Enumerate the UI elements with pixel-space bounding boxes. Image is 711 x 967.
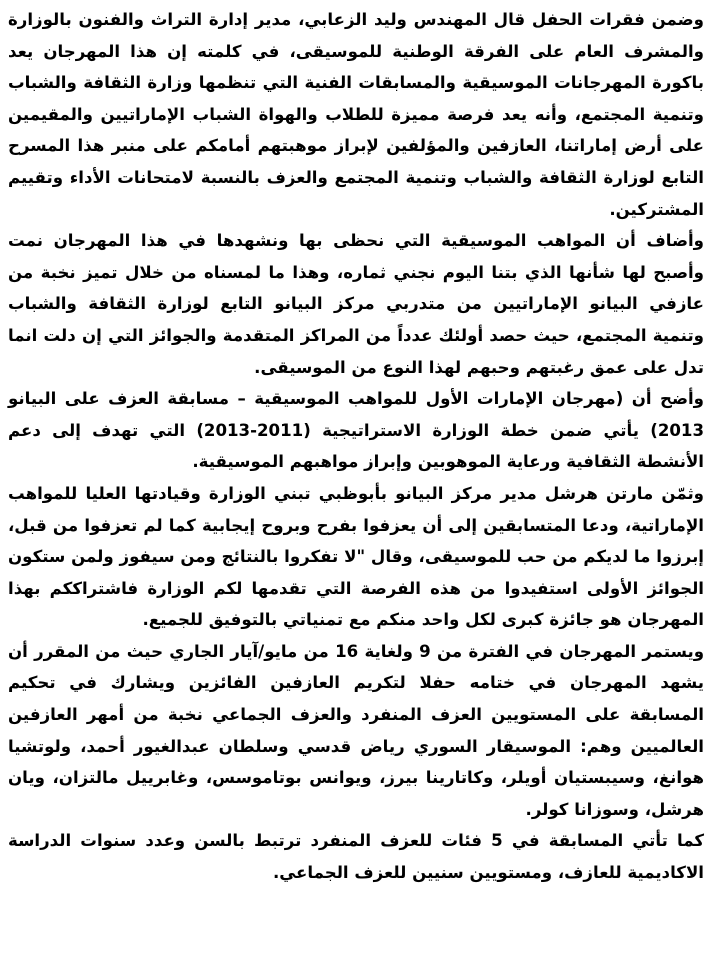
- paragraph-musical-talents: وأضاف أن المواهب الموسيقية التي نحظى بها ونشهدها في هذا المهرجان نمت وأصبح لها شأنها الذي بتنا اليوم نجني ثماره، وهذا ما لمسناه من خلال تميز نخبة من عازفي البيانو الإماراتيين من متدربي مركز البيانو التابع لوزارة الثقافة والشباب وتنمية المجتمع، حيث حصد أولئك عدداً من المراكز المتقدمة والجوائز التي إن دلت انما تدل على عمق رغبتهم وحبهم لهذا النوع من الموسيقى.: [8, 231, 704, 377]
- paragraph-opening-speech: وضمن فقرات الحفل قال المهندس وليد الزعابي، مدير إدارة التراث والفنون بالوزارة والمشرف العام على الفرقة الوطنية للموسيقى، في كلمته إن هذا المهرجان يعد باكورة المهرجانات الموسيقية والمسابقات الفنية التي تنظمها وزارة الثقافة والشباب وتنمية المجتمع، وأنه يعد فرصة مميزة للطلاب والهواة الشباب الإماراتيين والمقيمين على أرض إماراتنا، العازفين والمؤلفين لإبراز موهبتهم أمامكم على منبر هذا المسرح التابع لوزارة الثقافة والشباب وتنمية المجتمع والعزف بالنسبة لامتحانات الأداء وتقييم المشتركين.: [8, 10, 704, 219]
- paragraph-festival-strategy: وأضح أن (مهرجان الإمارات الأول للمواهب الموسيقية – مسابقة العزف على البيانو 2013) يأتي ضمن خطة الوزارة الاستراتيجية (2011-2013) التي تهدف إلى دعم الأنشطة الثقافية ورعاية الموهوبين وإبراز مواهبهم الموسيقية.: [8, 389, 705, 472]
- paragraph-competition-categories: كما تأتي المسابقة في 5 فئات للعزف المنفرد ترتبط بالسن وعدد سنوات الدراسة الاكاديمية للعازف، ومستويين سنيين للعزف الجماعي.: [8, 831, 704, 883]
- paragraph-martin-hirschel: وثمّن مارتن هرشل مدير مركز البيانو بأبوظبي تبني الوزارة وقيادتها العليا للمواهب الإماراتية، ودعا المتسابقين إلى أن يعزفوا بفرح وبروح إيجابية كما لم تعزفوا من قبل، إبرزوا ما لديكم من حب للموسيقى، وقال "لا تفكروا بالنتائج ومن سيفوز ولمن ستكون الجوائز الأولى استفيدوا من هذه الفرصة التي تقدمها لكم الوزارة فاشتراككم بهذا المهرجان هو جائزة كبرى لكل واحد منكم مع تمنياتي بالتوفيق للجميع.: [8, 483, 704, 630]
- paragraph-festival-dates-judges: ويستمر المهرجان في الفترة من 9 ولغاية 16 من مايو/آيار الجاري حيث من المقرر أن يشهد المهرجان في ختامه حفلا لتكريم العازفين الفائزين ويشارك في تحكيم المسابقة على المستويين العزف المنفرد والعزف الجماعي نخبة من أمهر العازفين العالميين وهم: الموسيقار السوري رياض قدسي وسلطان عبدالغيور أحمد، ولوتشيا هوانغ، وسيبستيان أويلر، وكاتارينا بيرز، ويوانس بوتاموسس، وغابرييل مالتزان، ويان هرشل، وسوزانا كولر.: [8, 641, 705, 819]
